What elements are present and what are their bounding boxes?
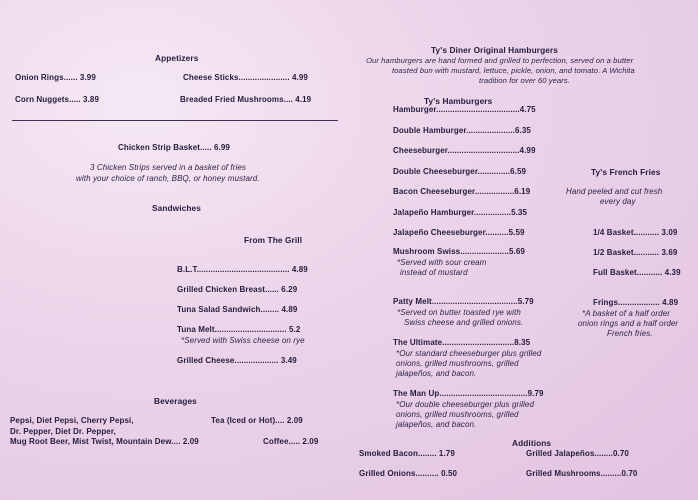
patty-melt-note-line: Swiss cheese and grilled onions. — [404, 318, 524, 327]
chicken-desc-line: 3 Chicken Strips served in a basket of fries — [90, 163, 247, 172]
appetizer-item: Corn Nuggets..... 3.89 — [15, 95, 99, 104]
sandwich-item: B.L.T........................................ 4.89 — [177, 265, 308, 274]
fries-title: Ty's French Fries — [591, 167, 661, 177]
ultimate-note-line: jalapeños, and bacon. — [396, 369, 477, 378]
man-up-note-line: jalapeños, and bacon. — [396, 420, 477, 429]
section-divider — [12, 120, 338, 121]
burger-item: Bacon Cheeseburger.................6.19 — [393, 187, 531, 196]
sandwich-item: Grilled Cheese................... 3.49 — [177, 356, 297, 365]
frings-note-line: French fries. — [607, 329, 653, 338]
addition-item: Grilled Jalapeños........0.70 — [526, 449, 629, 458]
sandwich-item: Grilled Chicken Breast...... 6.29 — [177, 285, 298, 294]
burger-item: Double Cheeseburger..............6.59 — [393, 167, 527, 176]
appetizer-item: Breaded Fried Mushrooms.... 4.19 — [180, 95, 312, 104]
fries-desc-line: Hand peeled and cut fresh — [566, 187, 663, 196]
additions-title: Additions — [512, 438, 552, 448]
fries-item: 1/4 Basket........... 3.09 — [593, 228, 678, 237]
beverage-line: Mug Root Beer, Mist Twist, Mountain Dew.... 2.09 — [10, 437, 199, 446]
burger-item: Jalapeño Hamburger................5.35 — [393, 208, 528, 217]
ultimate-note-line: *Our standard cheeseburger plus grilled — [396, 349, 542, 358]
burger-item: Double Hamburger.....................6.35 — [393, 126, 531, 135]
burger-item: Jalapeño Cheeseburger..........5.59 — [393, 228, 525, 237]
burger-item: Cheeseburger...............................4.99 — [393, 146, 536, 155]
sandwiches-title: Sandwiches — [152, 203, 201, 213]
mushroom-note-line: instead of mustard — [400, 268, 468, 277]
appetizer-item: Onion Rings...... 3.99 — [15, 73, 96, 82]
tuna-melt-note: *Served with Swiss cheese on rye — [181, 336, 305, 345]
burger-item: Mushroom Swiss.....................5.69 — [393, 247, 525, 256]
beverages-title: Beverages — [154, 396, 197, 406]
fries-desc-line: every day — [600, 197, 636, 206]
appetizer-item: Cheese Sticks...................... 4.99 — [183, 73, 308, 82]
hamburgers-desc-line: Our hamburgers are hand formed and grilled to perfection, served on a butter — [366, 56, 634, 65]
frings-note-line: onion rings and a half order — [578, 319, 679, 328]
ultimate-note-line: onions, grilled mushrooms, grilled — [396, 359, 519, 368]
sandwich-item: Tuna Melt............................... 5.2 — [177, 325, 301, 334]
hamburgers-title: Ty's Diner Original Hamburgers — [431, 45, 558, 55]
patty-melt-note-line: *Served on butter toasted rye with — [397, 308, 521, 317]
appetizers-title: Appetizers — [155, 53, 199, 63]
tys-hamburgers-subtitle: Ty's Hamburgers — [424, 96, 493, 106]
fries-item: 1/2 Basket........... 3.69 — [593, 248, 678, 257]
fries-item: Full Basket........... 4.39 — [593, 268, 681, 277]
addition-item: Grilled Mushrooms.........0.70 — [526, 469, 638, 478]
man-up-note-line: onions, grilled mushrooms, grilled — [396, 410, 519, 419]
man-up-item: The Man Up......................................9.79 — [393, 389, 544, 398]
hamburgers-desc-line: toasted bun with mustard, lettuce, pickle, onion, and tomato. A Wichita — [392, 66, 635, 75]
addition-item: Grilled Onions.......... 0.50 — [359, 469, 458, 478]
sandwich-item: Tuna Salad Sandwich........ 4.89 — [177, 305, 298, 314]
man-up-note-line: *Our double cheeseburger plus grilled — [396, 400, 535, 409]
beverage-line: Dr. Pepper, Diet Dr. Pepper, — [10, 427, 116, 436]
burger-item: Hamburger....................................4.75 — [393, 105, 536, 114]
ultimate-item: The Ultimate...............................8.35 — [393, 338, 531, 347]
chicken-basket-item: Chicken Strip Basket..... 6.99 — [118, 143, 230, 152]
beverage-line: Pepsi, Diet Pepsi, Cherry Pepsi, — [10, 416, 134, 425]
tea-item: Tea (Iced or Hot).... 2.09 — [211, 416, 303, 425]
hamburgers-desc-line: tradition for over 60 years. — [479, 76, 571, 85]
mushroom-note-line: *Served with sour cream — [397, 258, 487, 267]
from-the-grill-subtitle: From The Grill — [244, 235, 303, 245]
frings-item: Frings.................. 4.89 — [593, 298, 679, 307]
patty-melt-item: Patty Melt.....................................5.79 — [393, 297, 534, 306]
frings-note-line: *A basket of a half order — [582, 309, 671, 318]
addition-item: Smoked Bacon........ 1.79 — [359, 449, 455, 458]
coffee-item: Coffee..... 2.09 — [263, 437, 319, 446]
chicken-desc-line: with your choice of ranch, BBQ, or honey mustard. — [76, 174, 260, 183]
